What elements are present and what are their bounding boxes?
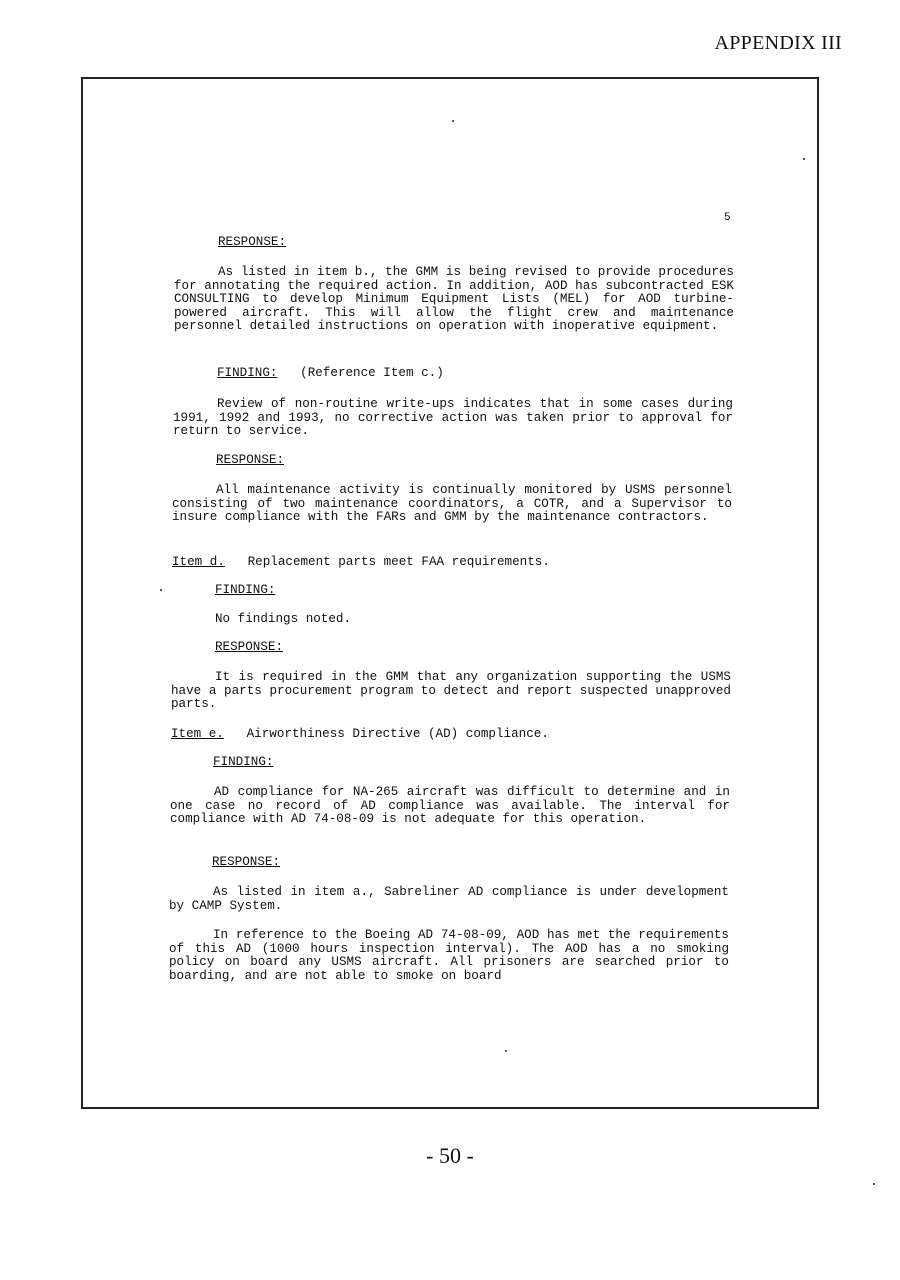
response-paragraph: All maintenance activity is continually monitored by USMS personnel consisting of two maintenance coordinators, a COTR, and a Supervisor to insure compliance with the FARs and GMM by the maintenance contractors. [172,483,732,525]
finding-text: No findings noted. [215,612,352,626]
response-heading: RESPONSE: [212,855,281,869]
finding-heading: FINDING: [217,366,278,380]
scan-speck [160,589,162,591]
response-paragraph: As listed in item b., the GMM is being revised to provide procedures for annotating the required action. In addition, AOD has subcontracted ESK CONSULTING to develop Minimum Equipment Lists (MEL) for AOD turbine-powered aircraft. This will allow the flight crew and maintenance personnel detailed instructions on operation with inoperative equipment. [174,265,734,334]
item-label: Item d. [172,555,225,569]
response-heading: RESPONSE: [218,235,287,249]
finding-paragraph: AD compliance for NA-265 aircraft was difficult to determine and in one case no record of AD compliance was available. The interval for compliance with AD 74-08-09 is not adequate for this operation. [170,785,730,827]
item-line [171,728,549,742]
finding-heading: FINDING: [213,755,274,769]
item-label: Item e. [171,727,224,741]
finding-heading: FINDING: [215,583,276,597]
response-paragraph: It is required in the GMM that any organization supporting the USMS have a parts procurement program to detect and report suspected unapproved parts. [171,670,731,712]
finding-line [217,367,444,381]
inner-page-number: 5 [724,212,731,224]
scan-speck [873,1183,875,1185]
response-heading: RESPONSE: [216,453,285,467]
item-line [172,556,550,570]
scan-speck [803,158,805,160]
scan-speck [452,120,454,122]
finding-reference: (Reference Item c.) [300,366,444,380]
response-heading: RESPONSE: [215,640,284,654]
response-paragraph: In reference to the Boeing AD 74-08-09, AOD has met the requirements of this AD (1000 hours inspection interval). The AOD has a no smoking policy on board any USMS aircraft. All prisoners are searched prior to boarding, and are not able to smoke on board [169,928,729,983]
item-description: Replacement parts meet FAA requirements. [247,555,550,569]
appendix-label: APPENDIX III [714,32,842,54]
item-description: Airworthiness Directive (AD) compliance. [246,727,549,741]
page-footer-number: - 50 - [426,1143,474,1168]
scan-speck [505,1050,507,1052]
finding-paragraph: Review of non-routine write-ups indicates that in some cases during 1991, 1992 and 1993, no corrective action was taken prior to approval for return to service. [173,397,733,439]
response-paragraph: As listed in item a., Sabreliner AD compliance is under development by CAMP System. [169,885,729,913]
